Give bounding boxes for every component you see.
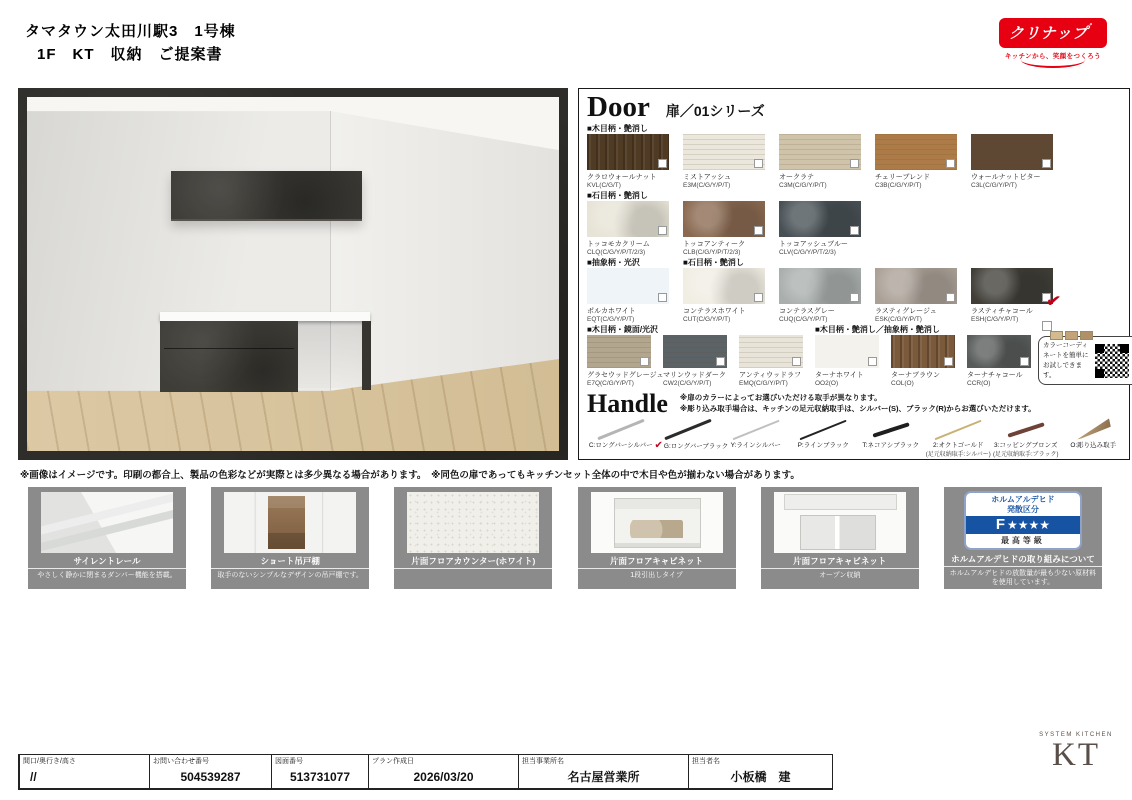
feature-title: サイレントレール	[73, 556, 141, 566]
door-color-swatch	[875, 134, 957, 170]
feature-title: ホルムアルデヒドの取り組みについて	[951, 554, 1095, 564]
door-swatch-cell	[587, 324, 664, 388]
feature-card-formaldehyde	[944, 487, 1102, 589]
handle-label-text: O:彫り込み取手	[1070, 442, 1117, 450]
floor-counter-photo	[407, 492, 539, 553]
swatch-category-label: ■木目柄・艶消し／抽象柄・艶消し	[815, 325, 940, 335]
handle-icon	[722, 418, 790, 440]
door-color-swatch	[587, 201, 669, 237]
handle-label	[992, 440, 1060, 449]
door-swatch-cell	[875, 257, 963, 323]
kitchen-room	[27, 97, 559, 451]
footer-column-header: 担当事業所名	[522, 758, 564, 765]
swatch-name: トッコアンティーク	[683, 241, 745, 249]
handle-bar-shape	[597, 419, 644, 441]
swatch-code: CLB(C/G/Y/P/T/2/3)	[683, 249, 741, 257]
swatch-code: CUT(C/G/Y/P/T)	[683, 316, 731, 324]
swatch-corner-chip	[850, 226, 859, 235]
handle-title: Handle	[587, 389, 668, 419]
base-cabinet	[160, 321, 298, 392]
handle-icon	[857, 418, 925, 440]
silent-rail-photo	[41, 492, 173, 553]
swatch-category-label: ■石目柄・艶消し	[587, 191, 648, 201]
swatch-category-label: ■石目柄・艶消し	[683, 258, 744, 268]
feature-card-floor-cabinet-drawer	[578, 487, 736, 589]
feature-desc: 1段引出しタイプ	[630, 572, 683, 579]
feature-desc: オープン収納	[819, 572, 861, 579]
door-swatch-cell	[587, 257, 675, 323]
swatch-code: CLQ(C/G/Y/P/T/2/3)	[587, 249, 646, 257]
handle-option	[857, 418, 925, 458]
swatch-corner-chip	[716, 357, 725, 366]
feature-card-silent-rail	[28, 487, 186, 589]
footer-column-value: //	[30, 770, 37, 784]
swatch-category-label	[683, 123, 771, 134]
door-color-swatch	[587, 134, 669, 170]
handle-bar-shape	[872, 422, 909, 437]
door-color-swatch	[779, 134, 861, 170]
handle-label-text: G:ロングバーブラック	[663, 443, 729, 451]
door-color-swatch	[815, 335, 879, 368]
footer-column-header: プラン作成日	[372, 758, 414, 765]
feature-cards	[28, 487, 1102, 589]
handle-icon	[655, 418, 723, 440]
color-chip	[1065, 331, 1078, 340]
color-coordinate-note	[1038, 323, 1132, 385]
footer-table-column	[518, 755, 688, 788]
footer-column-value: 名古屋営業所	[567, 770, 640, 784]
door-color-swatch	[971, 134, 1053, 170]
document-title	[25, 20, 236, 67]
swatch-category-label	[971, 257, 1059, 268]
door-color-swatch	[739, 335, 803, 368]
cleanup-logo	[992, 18, 1114, 68]
handle-row	[587, 418, 1127, 458]
door-color-swatch	[663, 335, 727, 368]
feature-title: 片面フロアキャビネット	[609, 556, 704, 566]
swatch-code: ESK(C/G/Y/P/T)	[875, 316, 922, 324]
counter-open-space	[298, 321, 362, 388]
divider	[578, 568, 736, 569]
handle-label-text: T:ネコアシブラック	[862, 442, 920, 450]
grade-stars: ★★★★	[1007, 518, 1051, 532]
footer-table-column	[368, 755, 518, 788]
door-swatch-row-4-wrap	[587, 323, 1127, 387]
feature-desc: 取手のないシンプルなデザインの吊戸棚です。	[217, 572, 363, 579]
handle-icon	[587, 418, 655, 440]
handle-notes	[680, 391, 1036, 415]
door-swatch-cell	[587, 190, 675, 256]
system-kitchen-kt-logo	[1036, 732, 1116, 773]
swatch-code: OO2(O)	[815, 380, 839, 388]
logo-mark: ゜	[1088, 23, 1098, 32]
door-swatch-cell	[779, 123, 867, 189]
swatch-category-label	[967, 324, 1038, 335]
selected-check-icon: ✔	[654, 440, 663, 452]
handle-icon	[925, 418, 993, 440]
swatch-name: チェリーブレンド	[875, 174, 930, 182]
handle-bar-shape	[1074, 419, 1112, 440]
door-color-swatch	[779, 201, 861, 237]
swatch-corner-chip	[658, 293, 667, 302]
handle-icon	[1060, 418, 1128, 440]
swatch-corner-chip	[850, 159, 859, 168]
door-swatch-cell	[739, 324, 810, 387]
feature-card-short-cabinet	[211, 487, 369, 589]
footer-column-header: 間口/奥行き/高さ	[23, 758, 76, 765]
swatch-code: CLV(C/G/Y/P/T/2/3)	[779, 249, 836, 257]
swatch-category-label	[875, 257, 963, 268]
door-color-swatch	[891, 335, 955, 368]
badge-grade-band	[966, 516, 1080, 534]
door-color-swatch	[779, 268, 861, 304]
swatch-category-label	[683, 190, 771, 201]
countertop	[160, 312, 370, 320]
swatch-corner-chip	[946, 293, 955, 302]
handle-sublabel: (足元収納取手:シルバー)	[925, 452, 991, 459]
swatch-corner-chip	[754, 159, 763, 168]
handle-bar-shape	[1007, 422, 1044, 437]
swatch-corner-chip	[658, 159, 667, 168]
handle-label-text: 3:コッピングブロンズ	[994, 442, 1058, 450]
divider	[761, 568, 919, 569]
feature-desc: やさしく静かに閉まるダンパー機能を搭載。	[37, 572, 177, 579]
swatch-code: CCR(O)	[967, 380, 991, 388]
swatch-category-label	[875, 123, 963, 134]
handle-label	[722, 440, 790, 449]
swatch-corner-chip	[754, 226, 763, 235]
door-swatch-cell	[875, 123, 963, 189]
handle-option	[992, 418, 1060, 458]
footer-column-value: 513731077	[289, 770, 351, 784]
feature-desc: ホルムアルデヒドの放散量が最も少ない原材料を使用しています。	[949, 570, 1097, 587]
door-swatch-row-1	[587, 123, 1127, 189]
brand-tagline: キッチンから、笑顔をつくろう	[1004, 53, 1102, 60]
swatch-code: COL(O)	[891, 380, 914, 388]
door-swatch-cell	[967, 324, 1038, 387]
door-color-swatch	[683, 268, 765, 304]
divider	[211, 568, 369, 569]
swatch-name: クラロウォールナット	[587, 174, 657, 182]
swatch-category-label	[891, 324, 962, 335]
handle-bar-shape	[935, 419, 982, 439]
door-color-swatch	[875, 268, 957, 304]
swatch-code: EQT(C/G/Y/P/T)	[587, 316, 635, 324]
document-subtitle: 1F KT 収納 ご提案書	[37, 46, 223, 64]
swatch-code: C3M(C/G/Y/P/T)	[779, 182, 827, 190]
color-chip	[1050, 331, 1063, 340]
swatch-code: E3M(C/G/Y/P/T)	[683, 182, 731, 190]
handle-option	[587, 418, 655, 458]
door-swatch-cell	[683, 190, 771, 256]
door-color-swatch	[967, 335, 1031, 368]
feature-title: 片面フロアカウンター(ホワイト)	[411, 556, 536, 566]
swatch-category-label: ■木目柄・鏡面/光沢	[587, 325, 659, 335]
door-swatch-cell	[971, 257, 1063, 324]
swatch-corner-chip	[658, 226, 667, 235]
qr-note-box	[1038, 336, 1132, 385]
door-section-header	[587, 92, 1127, 122]
footer-column-value: 2026/03/20	[413, 770, 474, 784]
swatch-corner-chip	[1042, 159, 1051, 168]
swatch-name: ターナチャコール	[967, 372, 1023, 380]
selected-check-icon: ✔	[1044, 290, 1063, 313]
swatch-category-label: ■木目柄・艶消し	[587, 124, 648, 134]
swatch-name: ポルカホワイト	[587, 308, 636, 316]
door-color-swatch	[587, 335, 651, 368]
swatch-name: ウォールナットビター	[971, 174, 1041, 182]
color-chip	[1080, 331, 1093, 340]
swatch-code: C3L(C/G/Y/P/T)	[971, 182, 1017, 190]
divider	[944, 566, 1102, 567]
handle-label	[587, 440, 655, 449]
counter-end-panel	[362, 321, 371, 390]
footer-column-value: 504539287	[180, 770, 241, 784]
door-swatch-cell	[971, 123, 1059, 189]
door-swatch-row-3	[587, 257, 1127, 323]
handle-label-text: Y:ラインシルバー	[730, 442, 781, 450]
handle-bar-shape	[800, 419, 847, 439]
swatch-name: グラセウッドグレージュ	[587, 372, 664, 380]
swatch-code: KVL(C/G/T)	[587, 182, 621, 190]
handle-section-header	[587, 391, 1127, 417]
swatch-corner-chip	[640, 357, 649, 366]
swatch-name: オークラテ	[779, 174, 814, 182]
kitchen-render-image	[18, 88, 568, 460]
swatch-corner-chip	[1020, 357, 1029, 366]
handle-sublabel: (足元収納取手:ブラック)	[992, 452, 1059, 459]
badge-header-line1: ホルムアルデヒド	[991, 495, 1055, 504]
wall-cabinet	[171, 171, 363, 221]
door-swatch-row-2	[587, 190, 1127, 256]
swatch-name: ラスティチャコール	[971, 308, 1033, 316]
handle-option	[654, 418, 729, 458]
divider	[394, 568, 552, 569]
handle-option	[790, 418, 858, 458]
feature-card-floor-cabinet-open	[761, 487, 919, 589]
sample-chip-white	[1042, 321, 1052, 331]
handle-option	[722, 418, 790, 458]
footer-table-column	[688, 755, 832, 788]
door-swatch-cell	[683, 257, 771, 323]
footer-column-header: 担当者名	[692, 758, 720, 765]
qr-note-text: カラーコーディネートを簡単にお試しできます。	[1043, 342, 1089, 379]
feature-title: ショート吊戸棚	[260, 556, 320, 566]
swatch-name: トッコアッシュブルー	[779, 241, 848, 249]
cleanup-logo-text: クリナップ	[1008, 25, 1089, 42]
footer-table-column	[149, 755, 271, 788]
door-swatch-cell	[663, 324, 734, 387]
swatch-name: トッコモカクリーム	[587, 241, 650, 249]
floor-cabinet-open-photo	[774, 492, 906, 553]
door-title-jp: 扉／01シリーズ	[665, 103, 765, 119]
swatch-corner-chip	[754, 293, 763, 302]
handle-option	[925, 418, 993, 458]
swatch-category-label: ■抽象柄・光沢	[587, 258, 640, 268]
swatch-corner-chip	[946, 159, 955, 168]
short-wall-cabinet-photo	[224, 492, 356, 553]
footer-column-value: 小板橋 建	[730, 770, 791, 784]
cleanup-logo-box	[999, 18, 1107, 48]
door-color-swatch	[683, 134, 765, 170]
footer-table-column	[19, 755, 149, 788]
disclaimer-text: ※画像はイメージです。印刷の都合上、製品の色彩などが実際とは多少異なる場合があります。 ※同色の扉であってもキッチンセット全体の中で木目や色が揃わない場合があります。	[20, 470, 800, 481]
swatch-category-label	[779, 190, 867, 201]
handle-label	[925, 440, 993, 449]
footer-info-table	[18, 754, 833, 790]
divider	[28, 568, 186, 569]
door-color-swatch	[587, 268, 669, 304]
swatch-corner-chip	[868, 357, 877, 366]
door-handle-panel	[578, 88, 1130, 460]
handle-note-2: ※彫り込み取手場合は、キッチンの足元収納取手は、シルバー(S)、ブラック(R)からお選びいただけます。	[679, 404, 1036, 414]
handle-label	[790, 440, 858, 449]
swatch-category-label	[739, 324, 810, 335]
door-swatch-cell	[779, 257, 867, 323]
footer-column-header: 図面番号	[275, 758, 303, 765]
system-kitchen-label: SYSTEM KITCHEN	[1039, 732, 1113, 738]
swatch-category-label	[971, 123, 1059, 134]
swatch-category-label	[779, 257, 867, 268]
swatch-name: アンティウッドラフ	[739, 372, 802, 380]
handle-bar-shape	[732, 419, 779, 439]
door-swatch-row-4	[587, 324, 1038, 387]
feature-card-floor-counter	[394, 487, 552, 589]
footer-table-column	[271, 755, 368, 788]
handle-label-text: 2:オクトゴールド	[933, 442, 984, 450]
handle-label-text: P:ラインブラック	[797, 442, 849, 450]
footer-column-header: お問い合わせ番号	[153, 758, 209, 765]
handle-note-1: ※扉のカラーによってお選びいただける取手が異なります。	[679, 393, 882, 403]
swatch-name: ラスティグレージュ	[875, 308, 937, 316]
handle-label	[857, 440, 925, 449]
project-name: タマタウン太田川駅3 1号棟	[25, 23, 236, 40]
badge-header	[966, 493, 1080, 516]
feature-title: 片面フロアキャビネット	[793, 556, 887, 566]
formaldehyde-badge	[964, 491, 1082, 550]
swatch-name: ターナブラウン	[891, 372, 940, 380]
swatch-name: ミストアッシュ	[683, 174, 732, 182]
grade-letter: F	[995, 516, 1005, 533]
swatch-corner-chip	[850, 293, 859, 302]
swatch-code: CUQ(C/G/Y/P/T)	[779, 316, 828, 324]
door-swatch-cell	[587, 123, 675, 189]
badge-header-line2: 発散区分	[1006, 505, 1039, 514]
swatch-corner-chip	[944, 357, 953, 366]
swatch-code: ESH(C/G/Y/P/T)	[971, 316, 1019, 324]
swatch-code: E7Q(C/G/Y/P/T)	[587, 380, 634, 388]
badge-rank: 最高等級	[1000, 536, 1045, 545]
swatch-name: コンテラスグレー	[779, 308, 835, 316]
door-title-en: Door	[587, 91, 650, 123]
door-swatch-cell	[891, 324, 962, 387]
handle-option	[1060, 418, 1128, 458]
swatch-category-label	[779, 123, 867, 134]
handle-label	[1060, 440, 1128, 449]
swatch-category-label	[663, 324, 734, 335]
swatch-name: ターナホワイト	[815, 372, 864, 380]
f-four-star-badge	[952, 491, 1094, 552]
door-color-swatch	[683, 201, 765, 237]
qr-code	[1095, 344, 1129, 378]
handle-label	[654, 440, 729, 452]
swatch-name: マリンウッドダーク	[663, 372, 726, 380]
brand-arc-decoration	[1021, 60, 1085, 68]
handle-icon	[790, 418, 858, 440]
door-swatch-cell	[683, 123, 771, 189]
swatch-code: EMQ(C/G/Y/P/T)	[739, 380, 788, 388]
swatch-code: CW2(C/G/Y/P/T)	[663, 380, 712, 388]
sample-chips	[1050, 331, 1093, 340]
handle-label-text: C:ロングバーシルバー	[588, 442, 653, 450]
kt-mark: KT	[1052, 737, 1100, 773]
handle-icon	[992, 418, 1060, 440]
door-swatch-cell	[779, 190, 867, 256]
swatch-name: コンテラスホワイト	[683, 308, 746, 316]
handle-bar-shape	[665, 419, 712, 441]
swatch-corner-chip	[792, 357, 801, 366]
floor-cabinet-drawer-photo	[591, 492, 723, 553]
swatch-code: C3B(C/G/Y/P/T)	[875, 182, 922, 190]
